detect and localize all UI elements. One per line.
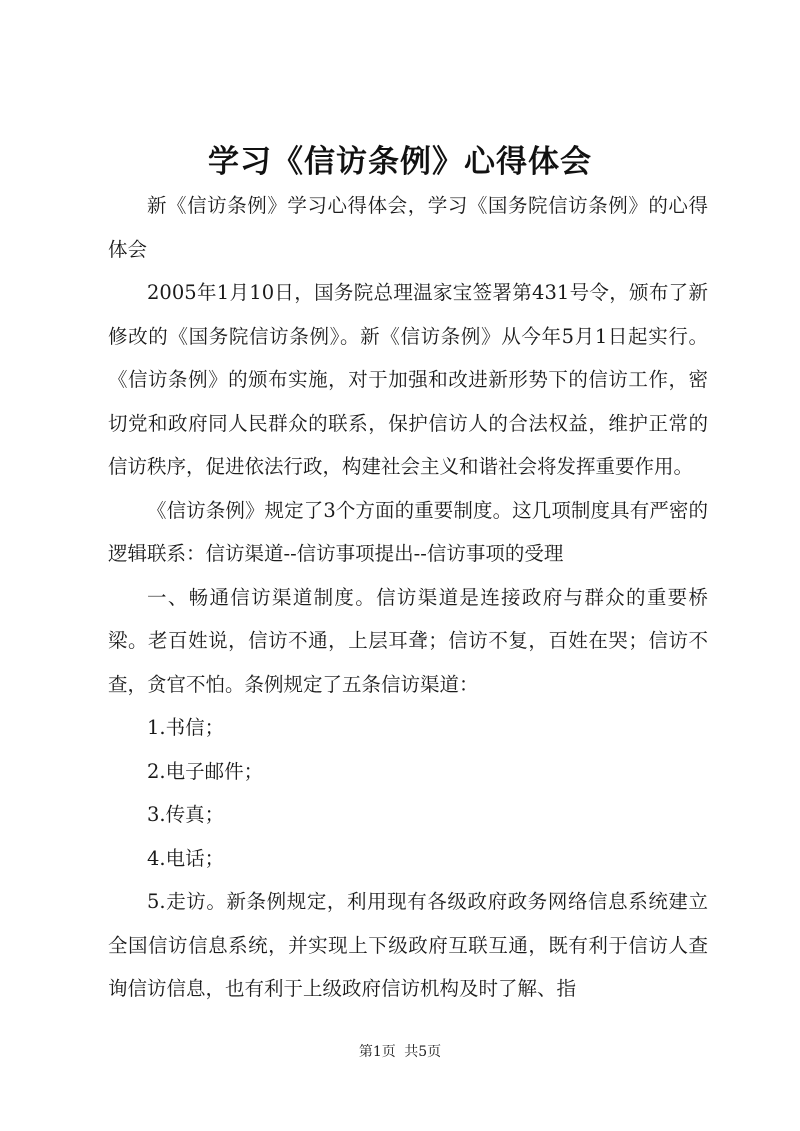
list-item-visit: 5.走访。新条例规定，利用现有各级政府政务网络信息系统建立全国信访信息系统，并实现上下级政府互联互通，既有利于信访人查询信访信息，也有利于上级政府信访机构及时了解、指	[108, 890, 708, 1000]
page-number: 第1页	[358, 1044, 396, 1060]
paragraph-intro: 2005年1月10日，国务院总理温家宝签署第431号令，颁布了新修改的《国务院信访条例》。新《信访条例》从今年5月1日起实行。《信访条例》的颁布实施，对于加强和改进新形势下的信访工作，密切党和政府同人民群众的联系，保护信访人的合法权益，维护正常的信访秩序，促进依法行政，构建社会主义和谐社会将发挥重要作用。	[108, 281, 708, 478]
paragraph-systems: 《信访条例》规定了3个方面的重要制度。这几项制度具有严密的逻辑联系：信访渠道--信访事项提出--信访事项的受理	[108, 498, 708, 565]
paragraph-channels: 一、畅通信访渠道制度。信访渠道是连接政府与群众的重要桥梁。老百姓说，信访不通，上层耳聋；信访不复，百姓在哭；信访不查，贪官不怕。条例规定了五条信访渠道：	[108, 585, 708, 696]
paragraph-subtitle: 新《信访条例》学习心得体会，学习《国务院信访条例》的心得体会	[108, 194, 708, 261]
document-body	[108, 184, 708, 1011]
list-item-email: 2.电子邮件；	[147, 759, 264, 783]
page-total: 共5页	[404, 1044, 442, 1060]
document-title: 学习《信访条例》心得体会	[208, 144, 592, 180]
list-item-phone: 4.电话；	[147, 846, 225, 870]
page-footer	[0, 1042, 800, 1062]
list-item-fax: 3.传真；	[147, 803, 225, 826]
list-item-letter: 1.书信；	[147, 716, 225, 739]
